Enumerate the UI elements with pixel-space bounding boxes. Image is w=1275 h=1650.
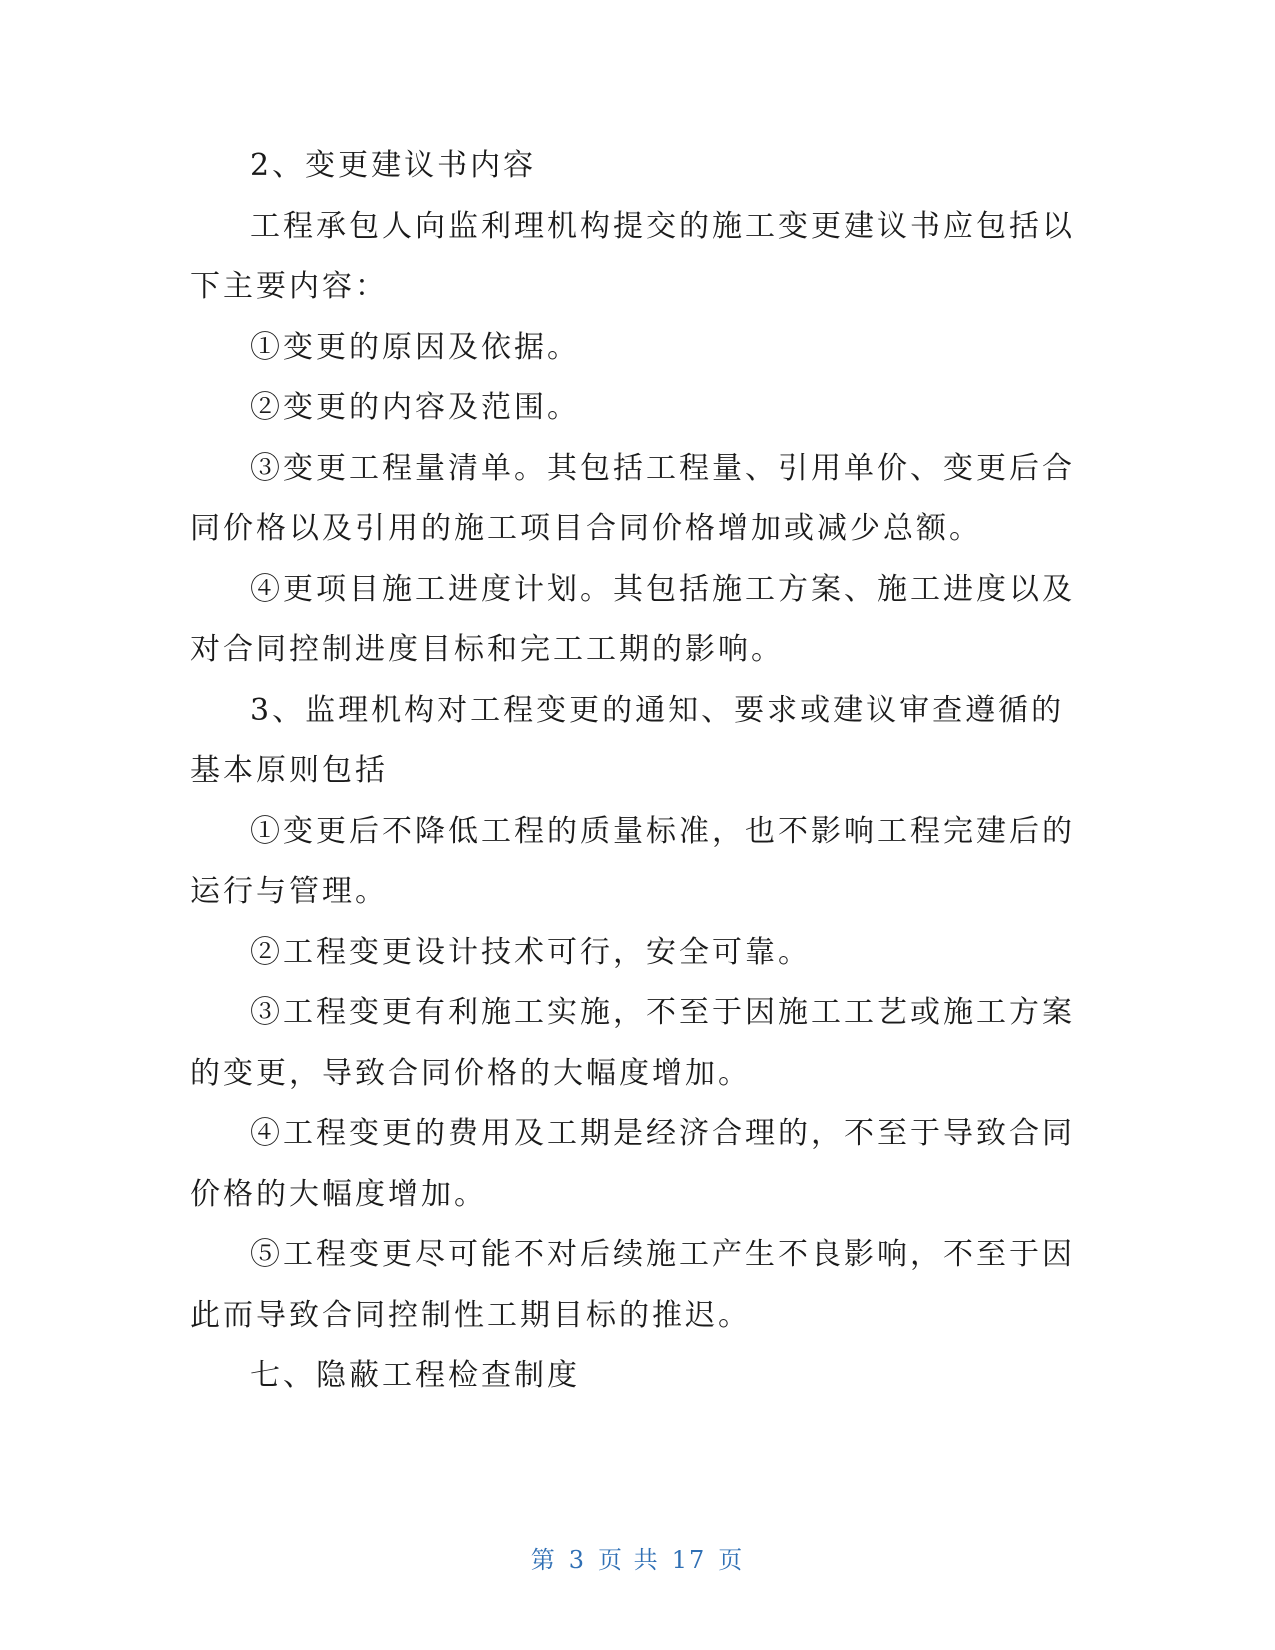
footer-suffix: 页: [718, 1546, 745, 1574]
paragraph: 工程承包人向监利理机构提交的施工变更建议书应包括以下主要内容：: [190, 208, 1075, 304]
list-item: ⑤工程变更尽可能不对后续施工产生不良影响，不至于因此而导致合同控制性工期目标的推迟。: [190, 1237, 1075, 1333]
list-item: ①变更的原因及依据。: [250, 329, 580, 365]
list-item: ④工程变更的费用及工期是经济合理的，不至于导致合同价格的大幅度增加。: [190, 1116, 1075, 1212]
document-body: [190, 136, 1075, 1407]
list-item: ③工程变更有利施工实施，不至于因施工工艺或施工方案的变更，导致合同价格的大幅度增加。: [190, 995, 1075, 1091]
total-pages-number: 17: [671, 1546, 707, 1574]
footer-middle: 页 共: [598, 1546, 660, 1574]
page-number-footer: [0, 1540, 1275, 1575]
list-item: ②工程变更设计技术可行，安全可靠。: [250, 934, 811, 970]
section-heading: 2、变更建议书内容: [250, 148, 537, 183]
list-item: ②变更的内容及范围。: [250, 390, 580, 425]
list-item: ④更项目施工进度计划。其包括施工方案、施工进度以及对合同控制进度目标和完工工期的影响。: [190, 571, 1075, 667]
section-heading: 3、监理机构对工程变更的通知、要求或建议审查遵循的基本原则包括: [190, 692, 1065, 788]
list-item: ③变更工程量清单。其包括工程量、引用单价、变更后合同价格以及引用的施工项目合同价格增加或减少总额。: [190, 450, 1075, 546]
current-page-number: 3: [568, 1546, 587, 1574]
list-item: ①变更后不降低工程的质量标准，也不影响工程完建后的运行与管理。: [190, 813, 1075, 909]
footer-prefix: 第: [530, 1546, 557, 1574]
section-heading: 七、隐蔽工程检查制度: [250, 1358, 580, 1393]
